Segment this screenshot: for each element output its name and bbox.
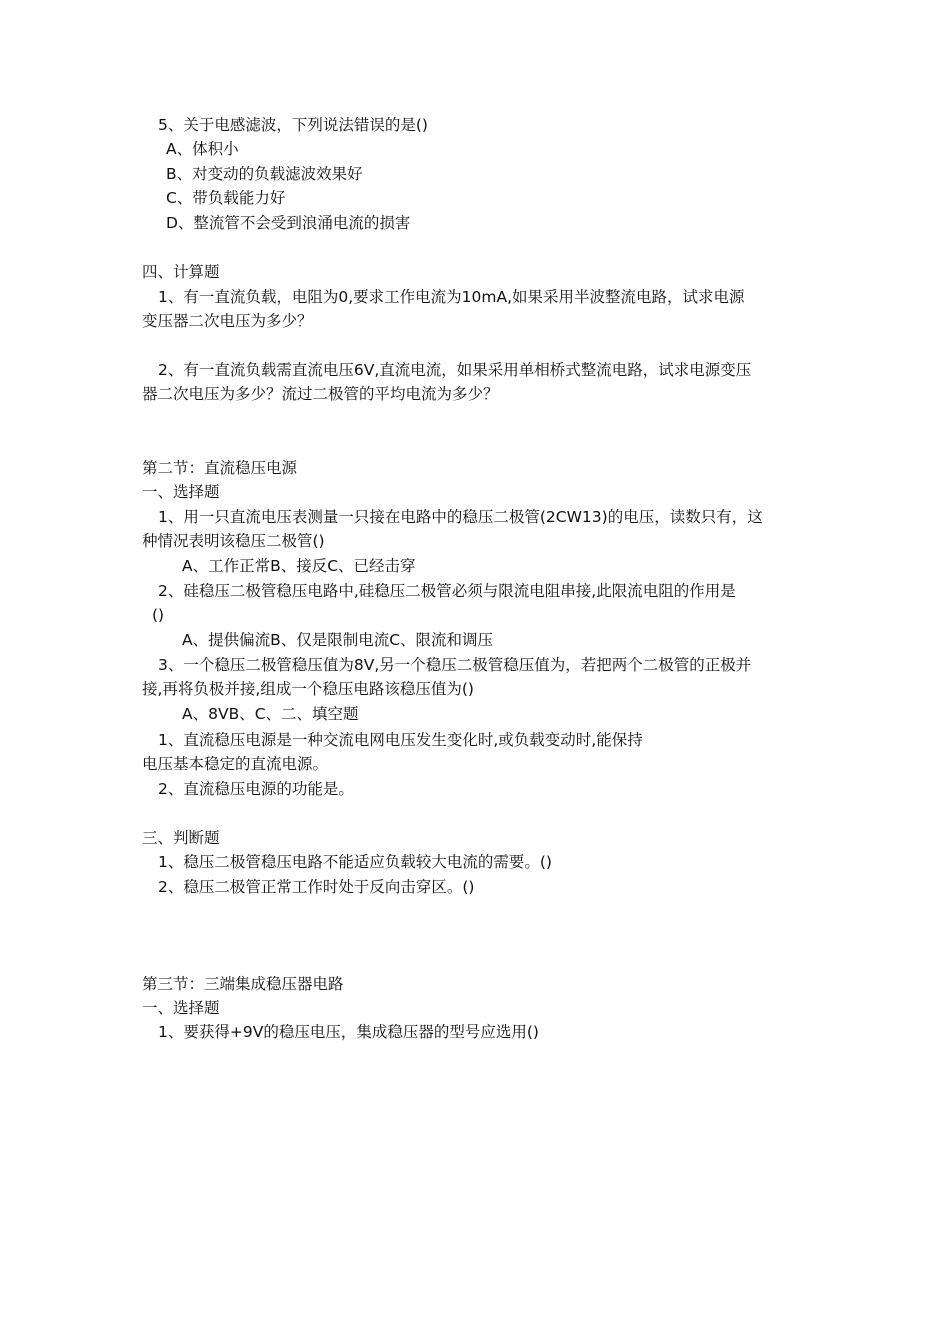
choice-question-2-line-1: 2、硅稳压二极管稳压电路中,硅稳压二极管必须与限流电阻串接,此限流电阻的作用是 — [158, 582, 736, 600]
choice-question-ic-1: 1、要获得+9V的稳压电压，集成稳压器的型号应选用() — [158, 1023, 539, 1041]
fill-question-1-line-1: 1、直流稳压电源是一种交流电网电压发生变化时,或负载变动时,能保持 — [158, 731, 643, 749]
choice-question-1-line-1: 1、用一只直流电压表测量一只接在电路中的稳压二极管(2CW13)的电压，读数只有，这 — [158, 508, 763, 526]
choice-question-1-options: A、工作正常B、接反C、已经击穿 — [182, 557, 416, 575]
option-b-line: B、对变动的负载滤波效果好 — [166, 165, 363, 183]
choice-question-1-line-2: 种情况表明该稳压二极管() — [142, 532, 325, 550]
section-heading-choice: 一、选择题 — [142, 483, 220, 501]
chapter-heading-2: 第二节：直流稳压电源 — [142, 459, 298, 477]
section-heading-calc: 四、计算题 — [142, 263, 220, 281]
judge-question-2: 2、稳压二极管正常工作时处于反向击穿区。() — [158, 878, 475, 896]
choice-question-3-line-2: 接,再将负极并接,组成一个稳压电路该稳压值为() — [142, 680, 474, 698]
calc-question-2-line-1: 2、有一直流负载需直流电压6V,直流电流，如果采用单相桥式整流电路，试求电源变压 — [158, 361, 752, 379]
section-heading-choice-2: 一、选择题 — [142, 999, 220, 1017]
fill-question-2: 2、直流稳压电源的功能是。 — [158, 780, 354, 798]
calc-question-2-line-2: 器二次电压为多少？流过二极管的平均电流为多少？ — [142, 385, 499, 403]
choice-question-3-line-1: 3、一个稳压二极管稳压值为8V,另一个稳压二极管稳压值为，若把两个二极管的正极并 — [158, 656, 752, 674]
choice-question-2-line-2: () — [152, 606, 165, 624]
calc-question-1-line-1: 1、有一直流负载，电阻为0,要求工作电流为10mA,如果采用半波整流电路，试求电源 — [158, 288, 745, 306]
choice-question-2-options: A、提供偏流B、仅是限制电流C、限流和调压 — [182, 631, 494, 649]
calc-question-1-line-2: 变压器二次电压为多少？ — [142, 312, 313, 330]
choice-question-3-options: A、8VB、C、二、填空题 — [182, 705, 359, 723]
chapter-heading-3: 第三节：三端集成稳压器电路 — [142, 975, 344, 993]
option-c-line: C、带负载能力好 — [166, 189, 286, 207]
option-a-line: A、体积小 — [166, 140, 239, 158]
section-heading-judge: 三、判断题 — [142, 829, 220, 847]
fill-question-1-line-2: 电压基本稳定的直流电源。 — [142, 755, 329, 773]
question-5-line: 5、关于电感滤波，下列说法错误的是() — [158, 116, 428, 134]
judge-question-1: 1、稳压二极管稳压电路不能适应负载较大电流的需要。() — [158, 853, 552, 871]
option-d-line: D、整流管不会受到浪涌电流的损害 — [166, 214, 411, 232]
